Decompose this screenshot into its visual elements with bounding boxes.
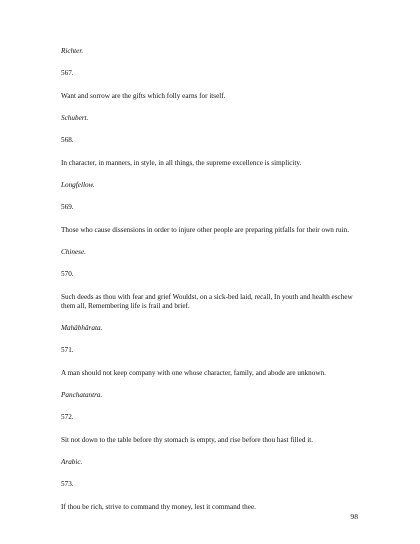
- quotation-text: Sit not down to the table before thy stomach is empty, and rise before thou hast filled it.: [61, 436, 314, 444]
- quotation-source: Schubert.: [61, 114, 89, 122]
- quotation-text: A man should not keep company with one whose character, family, and abode are unknown.: [61, 369, 326, 377]
- quotation-number: 572.: [61, 413, 74, 421]
- quotation-entry: [61, 114, 361, 168]
- quotation-source: Richter.: [61, 47, 84, 55]
- quotation-text: In character, in manners, in style, in all things, the supreme excellence is simplicity.: [61, 159, 302, 167]
- quotation-entry: [61, 391, 361, 445]
- quotation-text: Such deeds as thou with fear and grief Wouldst, on a sick-bed laid, recall, In youth and health eschew them all, Remembering life is frail and brief.: [61, 293, 353, 310]
- quotation-number: 573.: [61, 480, 74, 488]
- quotation-entry: [61, 324, 361, 378]
- quotation-source: Chinese.: [61, 248, 86, 256]
- quotation-source: Longfellow.: [61, 181, 95, 189]
- quotation-number: 567.: [61, 69, 74, 77]
- quotation-source: Arabic.: [61, 458, 83, 466]
- quotation-number: 570.: [61, 270, 74, 278]
- quotation-text: Want and sorrow are the gifts which folly earns for itself.: [61, 92, 226, 100]
- quotation-number: 571.: [61, 346, 74, 354]
- quotation-text: If thou be rich, strive to command thy money, lest it command thee.: [61, 503, 256, 511]
- quotation-number: 569.: [61, 203, 74, 211]
- quotation-entry: [61, 248, 361, 311]
- quotations-list: [61, 47, 361, 525]
- quotation-text: Those who cause dissensions in order to injure other people are preparing pitfalls for their own ruin.: [61, 226, 350, 234]
- quotation-entry: [61, 47, 361, 101]
- quotation-number: 568.: [61, 136, 74, 144]
- quotation-entry: [61, 181, 361, 235]
- quotation-source: Panchatantra.: [61, 391, 103, 399]
- page-number: 98: [350, 512, 358, 521]
- quotation-entry: [61, 458, 361, 512]
- quotation-source: Mahâbhârata.: [61, 324, 103, 332]
